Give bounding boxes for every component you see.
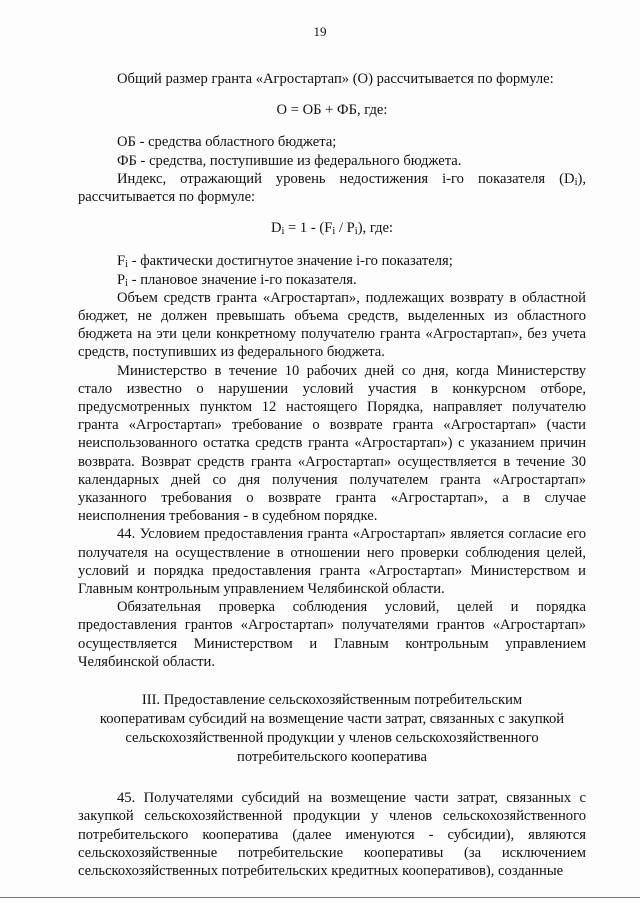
document-body (78, 70, 586, 880)
definition-p (78, 271, 586, 289)
def-f-symbol: F (117, 253, 126, 270)
paragraph-index (78, 170, 586, 206)
def-p-sub: i (125, 277, 129, 289)
heading-line: сельскохозяйственной продукции у членов сельскохозяйственного (125, 730, 539, 747)
formula-d-sub: i (281, 226, 285, 238)
paragraph-refund-volume: Объем средств гранта «Агростартап», подлежащих возврату в областной бюджет, не должен превышать объема средств, выделенных из областного бюджета на эти цели конкретному получателю гранта «Агростартап», без учета средств, поступивших из федерального бюджета. (78, 289, 586, 361)
heading-line: III. Предоставление сельскохозяйственным потребительским (141, 692, 523, 709)
formula-grant-total: О = ОБ + ФБ, где: (276, 102, 388, 119)
formula-d: D (270, 220, 282, 237)
paragraph-ministry-demand: Министерство в течение 10 рабочих дней со дня, когда Министерству стало известно о нарушении условий участия в конкурсном отборе, предусмотренных пунктом 12 настоящего Порядка, направляет получателю гранта «Агростартап» требование о возврате гранта «Агростартап» (части неиспользованного остатка средств гранта «Агростартап») с указанием причин возврата. Возврат средств гранта «Агростартап» осуществляется в течение 30 календарных дней со дня получения получателем гранта «Агростартап» указанного требования о возврате гранта «Агростартап», а в случае неисполнения требования - в судебном порядке. (78, 362, 586, 525)
def-f-text: - фактически достигнутое значение i-го показателя; (128, 253, 453, 270)
section-heading-iii (88, 691, 576, 767)
index-text-end: ), рассчитывается по формуле: (78, 170, 586, 206)
formula-p-sub: i (354, 226, 358, 238)
paragraph-grant-size: Общий размер гранта «Агростартап» (О) рассчитывается по формуле: (117, 71, 554, 87)
formula-mid: = 1 - (F (284, 220, 333, 237)
formula-slash: / P (335, 220, 355, 237)
def-p-symbol: P (117, 271, 126, 288)
formula-f-sub: i (332, 226, 336, 238)
def-p-text: - плановое значение i-го показателя. (128, 271, 357, 288)
paragraph-45: 45. Получателями субсидий на возмещение части затрат, связанных с закупкой сельскохозяйственной продукции у членов сельскохозяйственного потребительского кооператива (далее именуются - субсидии), являются сельскохозяйственные потребительские кооперативы (за исключением сельскохозяйственных потребительских кредитных кооперативов), созданные (78, 790, 586, 879)
index-subscript: i (574, 176, 578, 188)
index-text: Индекс, отражающий уровень недостижения i-го показателя (D (117, 170, 575, 187)
formula-index (78, 219, 586, 237)
scan-edge-line (0, 897, 640, 898)
formula-end: ), где: (357, 220, 394, 237)
definition-f (78, 252, 586, 270)
definition-fb: ФБ - средства, поступившие из федерального бюджета. (117, 152, 462, 169)
page-number: 19 (313, 24, 327, 39)
definition-ob: ОБ - средства областного бюджета; (117, 134, 337, 151)
paragraph-mandatory-check: Обязательная проверка соблюдения условий, целей и порядка предоставления грантов «Агростартап» получателями грантов «Агростартап» осуществляется Министерством и Главным контрольным управлением Челябинской области. (78, 599, 586, 670)
heading-line: кооперативам субсидий на возмещение части затрат, связанных с закупкой (99, 711, 565, 728)
heading-line: потребительского кооператива (237, 749, 427, 766)
def-f-sub: i (125, 259, 129, 271)
paragraph-44: 44. Условием предоставления гранта «Агростартап» является согласие его получателя на осуществление в отношении него проверки соблюдения целей, условий и порядка предоставления гранта «Агростартап» Министерством и Главным контрольным управлением Челябинской области. (78, 526, 586, 598)
